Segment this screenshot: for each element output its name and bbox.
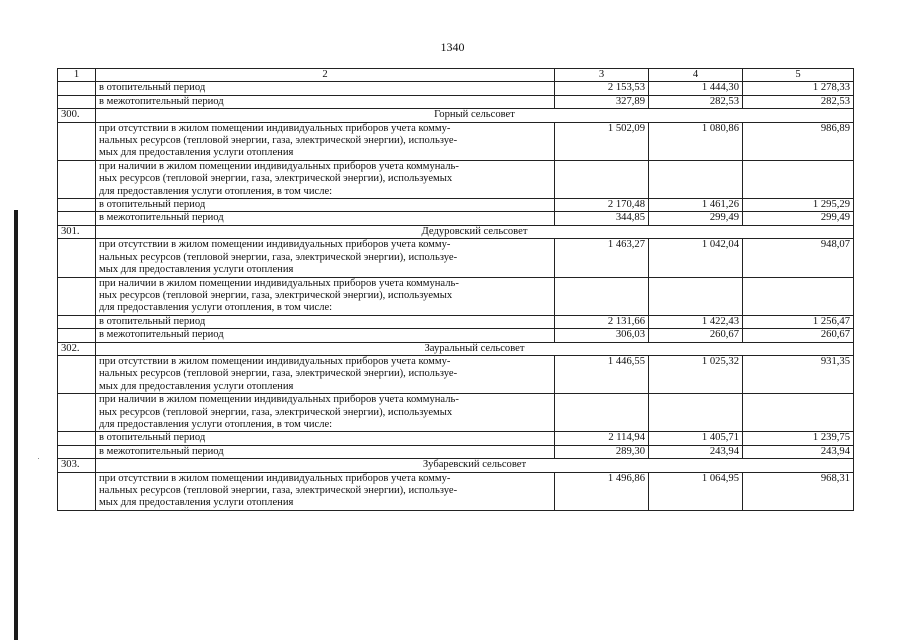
description-cell: в отопительный период: [96, 82, 555, 95]
value-cell-col4: 1 405,71: [649, 432, 743, 445]
description-cell: при отсутствии в жилом помещении индивидуальных приборов учета комму- нальных ресурсов (тепловой энергии, газа, электрической энергии), используе- мых для предоставления услуги отопления: [96, 355, 555, 393]
section-title-row: [58, 109, 854, 122]
value-cell-col3: 2 114,94: [555, 432, 649, 445]
table-row: [58, 355, 854, 393]
row-number-cell: [58, 122, 96, 160]
value-cell-col3: 2 170,48: [555, 199, 649, 212]
description-cell: в межотопительный период: [96, 212, 555, 225]
value-cell-col4: 1 042,04: [649, 239, 743, 277]
row-number-cell: [58, 432, 96, 445]
value-cell-col4: 282,53: [649, 95, 743, 108]
table-row: [58, 239, 854, 277]
row-number-cell: 302.: [58, 342, 96, 355]
value-cell-col3: [555, 394, 649, 432]
value-cell-col3: 1 496,86: [555, 472, 649, 510]
value-cell-col5: 260,67: [743, 329, 854, 342]
value-cell-col5: [743, 394, 854, 432]
row-number-cell: [58, 212, 96, 225]
table-row: [58, 315, 854, 328]
row-number-cell: [58, 472, 96, 510]
value-cell-col4: 260,67: [649, 329, 743, 342]
value-cell-col4: 299,49: [649, 212, 743, 225]
description-cell: в межотопительный период: [96, 445, 555, 458]
description-cell: в отопительный период: [96, 199, 555, 212]
scan-speck: [38, 458, 39, 459]
description-cell: в отопительный период: [96, 315, 555, 328]
value-cell-col4: 1 444,30: [649, 82, 743, 95]
header-cell: 5: [743, 69, 854, 82]
row-number-cell: [58, 315, 96, 328]
table-row: [58, 212, 854, 225]
value-cell-col5: 243,94: [743, 445, 854, 458]
section-title: Зубаревский сельсовет: [96, 459, 854, 472]
row-number-cell: [58, 394, 96, 432]
table-row: [58, 122, 854, 160]
description-cell: при отсутствии в жилом помещении индивидуальных приборов учета комму- нальных ресурсов (тепловой энергии, газа, электрической энергии), используе- мых для предоставления услуги отопления: [96, 472, 555, 510]
value-cell-col5: 1 256,47: [743, 315, 854, 328]
value-cell-col3: 2 153,53: [555, 82, 649, 95]
page-number: 1340: [440, 40, 465, 54]
value-cell-col3: 327,89: [555, 95, 649, 108]
header-cell: 1: [58, 69, 96, 82]
description-cell: при отсутствии в жилом помещении индивидуальных приборов учета комму- нальных ресурсов (тепловой энергии, газа, электрической энергии), используе- мых для предоставления услуги отопления: [96, 122, 555, 160]
value-cell-col5: [743, 277, 854, 315]
row-number-cell: [58, 329, 96, 342]
value-cell-col3: 2 131,66: [555, 315, 649, 328]
value-cell-col4: 1 025,32: [649, 355, 743, 393]
tariff-table: [57, 68, 854, 511]
value-cell-col4: [649, 277, 743, 315]
description-cell: в отопительный период: [96, 432, 555, 445]
section-title: Горный сельсовет: [96, 109, 854, 122]
header-cell: 4: [649, 69, 743, 82]
value-cell-col5: [743, 160, 854, 198]
row-number-cell: [58, 277, 96, 315]
value-cell-col4: [649, 394, 743, 432]
row-number-cell: [58, 95, 96, 108]
table-row: [58, 82, 854, 95]
value-cell-col4: 243,94: [649, 445, 743, 458]
header-cell: 3: [555, 69, 649, 82]
value-cell-col5: 1 295,29: [743, 199, 854, 212]
table-row: [58, 394, 854, 432]
value-cell-col4: 1 080,86: [649, 122, 743, 160]
section-title: Дедуровский сельсовет: [96, 225, 854, 238]
table-row: [58, 432, 854, 445]
table-row: [58, 472, 854, 510]
value-cell-col3: 1 502,09: [555, 122, 649, 160]
table-row: [58, 160, 854, 198]
header-cell: 2: [96, 69, 555, 82]
value-cell-col3: 344,85: [555, 212, 649, 225]
value-cell-col4: 1 422,43: [649, 315, 743, 328]
section-title-row: [58, 342, 854, 355]
value-cell-col3: [555, 277, 649, 315]
table-row: [58, 199, 854, 212]
row-number-cell: 300.: [58, 109, 96, 122]
value-cell-col5: 986,89: [743, 122, 854, 160]
section-title-row: [58, 459, 854, 472]
value-cell-col5: 968,31: [743, 472, 854, 510]
value-cell-col5: 948,07: [743, 239, 854, 277]
row-number-cell: 303.: [58, 459, 96, 472]
value-cell-col4: 1 064,95: [649, 472, 743, 510]
row-number-cell: [58, 160, 96, 198]
table-body: [58, 82, 854, 510]
description-cell: в межотопительный период: [96, 329, 555, 342]
value-cell-col5: 1 239,75: [743, 432, 854, 445]
description-cell: в межотопительный период: [96, 95, 555, 108]
row-number-cell: [58, 239, 96, 277]
value-cell-col3: 289,30: [555, 445, 649, 458]
section-title-row: [58, 225, 854, 238]
table-row: [58, 95, 854, 108]
value-cell-col3: 306,03: [555, 329, 649, 342]
row-number-cell: [58, 355, 96, 393]
value-cell-col5: 931,35: [743, 355, 854, 393]
table-row: [58, 277, 854, 315]
row-number-cell: [58, 199, 96, 212]
value-cell-col5: 282,53: [743, 95, 854, 108]
header-row: [58, 69, 854, 82]
value-cell-col3: 1 463,27: [555, 239, 649, 277]
description-cell: при наличии в жилом помещении индивидуальных приборов учета коммуналь- ных ресурсов (тепловой энергии, газа, электрической энергии), используемых для предоставления услуги отопления, в том числе:: [96, 277, 555, 315]
row-number-cell: [58, 445, 96, 458]
binding-edge: [14, 210, 18, 640]
row-number-cell: 301.: [58, 225, 96, 238]
value-cell-col3: 1 446,55: [555, 355, 649, 393]
row-number-cell: [58, 82, 96, 95]
description-cell: при отсутствии в жилом помещении индивидуальных приборов учета комму- нальных ресурсов (тепловой энергии, газа, электрической энергии), используе- мых для предоставления услуги отопления: [96, 239, 555, 277]
value-cell-col5: 299,49: [743, 212, 854, 225]
section-title: Зауральный сельсовет: [96, 342, 854, 355]
value-cell-col4: [649, 160, 743, 198]
value-cell-col5: 1 278,33: [743, 82, 854, 95]
table-row: [58, 445, 854, 458]
table-row: [58, 329, 854, 342]
description-cell: при наличии в жилом помещении индивидуальных приборов учета коммуналь- ных ресурсов (тепловой энергии, газа, электрической энергии), используемых для предоставления услуги отопления, в том числе:: [96, 394, 555, 432]
value-cell-col3: [555, 160, 649, 198]
value-cell-col4: 1 461,26: [649, 199, 743, 212]
description-cell: при наличии в жилом помещении индивидуальных приборов учета коммуналь- ных ресурсов (тепловой энергии, газа, электрической энергии), используемых для предоставления услуги отопления, в том числе:: [96, 160, 555, 198]
